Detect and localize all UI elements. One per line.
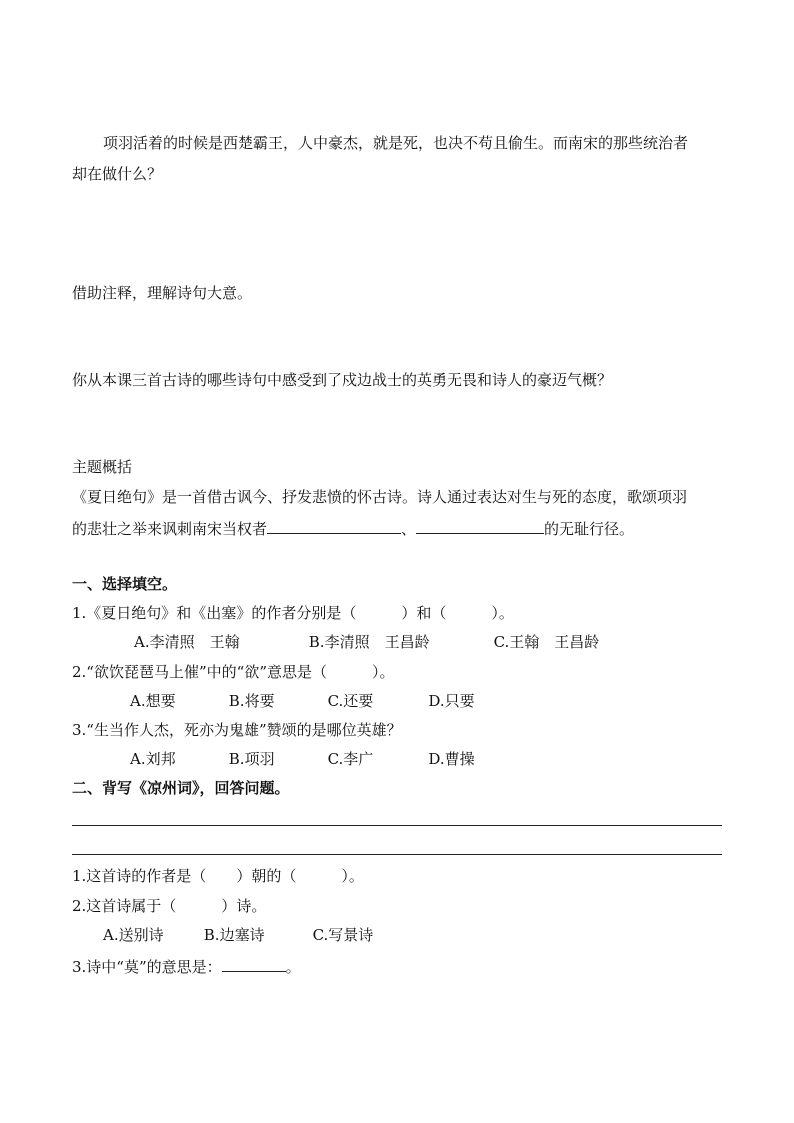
question-1-options xyxy=(134,632,599,652)
option-b[interactable]: B.李清照 王昌龄 xyxy=(308,633,430,651)
blank-answer-2[interactable] xyxy=(416,517,544,534)
s2-question-2-options xyxy=(103,925,373,945)
passage-line-1: 项羽活着的时候是西楚霸王，人中豪杰，就是死，也决不苟且偷生。而南宋的那些统治者 xyxy=(103,134,689,152)
theme-line-2 xyxy=(72,517,634,539)
question-3-options xyxy=(130,749,475,769)
blank-answer-3[interactable] xyxy=(222,955,286,972)
option-c[interactable]: C.还要 xyxy=(327,692,374,710)
s2-question-1: 1.这首诗的作者是（ ）朝的（ ）。 xyxy=(72,867,364,885)
option-a[interactable]: A.想要 xyxy=(130,692,176,710)
theme-heading: 主题概括 xyxy=(72,458,133,476)
theme-line-2-end: 的无耻行径。 xyxy=(544,520,635,538)
s2-question-2: 2.这首诗属于（ ）诗。 xyxy=(72,897,267,915)
theme-line-1: 《夏日绝句》是一首借古讽今、抒发悲愤的怀古诗。诗人通过表达对生与死的态度，歌颂项羽 xyxy=(72,488,688,506)
option-d[interactable]: D.只要 xyxy=(428,692,475,710)
passage-line-2: 却在做什么？ xyxy=(72,165,163,183)
option-a[interactable]: A.李清照 王翰 xyxy=(134,633,240,651)
blank-answer-1[interactable] xyxy=(267,517,401,534)
section-2-title: 二、背写《凉州词》，回答问题。 xyxy=(72,779,290,797)
option-c[interactable]: C.写景诗 xyxy=(312,926,374,944)
section-1-title: 一、选择填空。 xyxy=(72,575,178,593)
answer-line-2[interactable] xyxy=(72,854,722,855)
s2-question-3-text: 3.诗中“莫”的意思是： xyxy=(72,958,222,976)
question-1: 1.《夏日绝句》和《出塞》的作者分别是（ ）和（ ）。 xyxy=(72,604,514,622)
option-c[interactable]: C.李广 xyxy=(327,750,374,768)
theme-line-2-start: 的悲壮之举来讽刺南宋当权者 xyxy=(72,520,268,538)
option-b[interactable]: B.边塞诗 xyxy=(203,926,265,944)
option-a[interactable]: A.送别诗 xyxy=(103,926,164,944)
s2-question-3 xyxy=(72,955,301,977)
option-b[interactable]: B.项羽 xyxy=(228,750,275,768)
answer-line-1[interactable] xyxy=(72,825,722,826)
heroic-question: 你从本课三首古诗的哪些诗句中感受到了戍边战士的英勇无畏和诗人的豪迈气概？ xyxy=(72,371,613,389)
option-b[interactable]: B.将要 xyxy=(228,692,275,710)
theme-separator: 、 xyxy=(401,520,417,538)
option-a[interactable]: A.刘邦 xyxy=(130,750,176,768)
question-2: 2.“欲饮琵琶马上催”中的“欲”意思是（ ）。 xyxy=(72,663,395,681)
option-d[interactable]: D.曹操 xyxy=(428,750,475,768)
question-3: 3.“生当作人杰，死亦为鬼雄”赞颂的是哪位英雄？ xyxy=(72,721,402,739)
s2-question-3-end: 。 xyxy=(285,958,301,976)
question-2-options xyxy=(130,691,475,711)
option-c[interactable]: C.王翰 王昌龄 xyxy=(493,633,600,651)
annotation-prompt: 借助注释，理解诗句大意。 xyxy=(72,284,253,302)
